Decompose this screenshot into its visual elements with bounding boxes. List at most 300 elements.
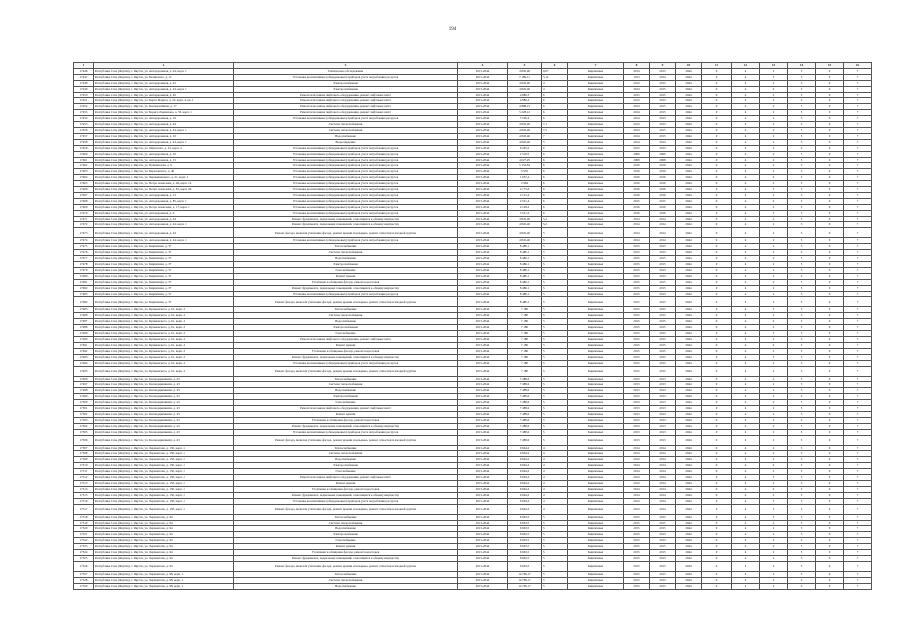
address-cell: Республика Саха (Якутия), г. Якутск, ул. Каландаришвили, д. 43 bbox=[94, 411, 234, 417]
value-cell: 0 bbox=[702, 151, 732, 157]
value-cell: 4 bbox=[732, 423, 760, 429]
work-type-cell: Ремонт фасада, включая утепление фасада, ремонт крыши и козырька, ремонт отмостки и входной группы bbox=[234, 297, 458, 307]
value-cell: 0 bbox=[702, 571, 732, 577]
value-cell: 4 bbox=[732, 498, 760, 504]
value-cell: 2 bbox=[760, 342, 788, 348]
period-cell: 2015-2044 bbox=[458, 92, 508, 98]
row-id: 17457 bbox=[74, 133, 94, 139]
work-type-cell: Ремонт или замена лифтового оборудования, ремонт лифтовых шахт bbox=[234, 336, 458, 342]
address-cell: Республика Саха (Якутия), г. Якутск, ул. Автодорожная, д. 10 bbox=[94, 151, 234, 157]
year-end-cell: 2044 bbox=[676, 457, 702, 463]
address-cell: Республика Саха (Якутия), г. Якутск, ул. Автодорожная, д. 12 bbox=[94, 192, 234, 198]
cost-cell: 14 709,17 bbox=[508, 571, 542, 577]
value-cell: 2 bbox=[760, 400, 788, 406]
year-plan-cell: 2015 bbox=[650, 86, 676, 92]
floors-cell: 5 bbox=[542, 388, 568, 394]
value-cell: 0 bbox=[702, 175, 732, 181]
value-cell: 2 bbox=[760, 187, 788, 193]
cost-cell: 7 488,6 bbox=[508, 388, 542, 394]
row-id: 17529 bbox=[74, 583, 94, 589]
year-start-cell: 2015 bbox=[624, 550, 650, 556]
value-cell: 0 bbox=[702, 210, 732, 216]
period-cell: 2015-2044 bbox=[458, 366, 508, 376]
value-cell: 7 bbox=[844, 348, 872, 354]
value-cell: 4 bbox=[732, 417, 760, 423]
address-cell: Республика Саха (Якутия), г. Якутск, ул. Лермонтова, д. 150, корп. 1 bbox=[94, 481, 234, 487]
cost-cell: 4 109,2 bbox=[508, 204, 542, 210]
year-plan-cell: 2016 bbox=[650, 192, 676, 198]
value-cell: 4 bbox=[732, 133, 760, 139]
row-id: 17497 bbox=[74, 382, 94, 388]
cost-cell: 4 845,40 bbox=[508, 228, 542, 238]
value-cell: 7 bbox=[844, 538, 872, 544]
value-cell: 0 bbox=[816, 457, 844, 463]
period-cell: 2015-2044 bbox=[458, 222, 508, 228]
period-cell: 2015-2044 bbox=[458, 145, 508, 151]
floors-cell: 5 bbox=[542, 360, 568, 366]
floors-cell: 5 bbox=[542, 262, 568, 268]
year-start-cell: 2014 bbox=[624, 475, 650, 481]
row-id: 17491 bbox=[74, 342, 94, 348]
floors-cell: 6 bbox=[542, 192, 568, 198]
wall-material-cell: Кирпичные bbox=[568, 544, 624, 550]
value-cell: 0 bbox=[702, 504, 732, 514]
column-header: 12 bbox=[732, 63, 760, 69]
floors-cell: 5,2 bbox=[542, 222, 568, 228]
value-cell: 5 bbox=[788, 291, 816, 297]
value-cell: 7 bbox=[844, 366, 872, 376]
value-cell: 0 bbox=[702, 417, 732, 423]
address-cell: Республика Саха (Якутия), г. Якутск, ул. Кулаковского, д. 61, корп. 2 bbox=[94, 313, 234, 319]
year-plan-cell: 2015 bbox=[650, 307, 676, 313]
cost-cell: 6 265,2 bbox=[508, 145, 542, 151]
address-cell: Республика Саха (Якутия), г. Якутск, ул. Чернышевского, д. 21, корп. 1 bbox=[94, 175, 234, 181]
year-plan-cell: 2015 bbox=[650, 98, 676, 104]
value-cell: 4 bbox=[732, 210, 760, 216]
work-type-cell: Ремонт фундамента, подвальных помещений, относящихся к общему имуществу bbox=[234, 423, 458, 429]
cost-cell: 7 488,6 bbox=[508, 406, 542, 412]
value-cell: 2 bbox=[760, 475, 788, 481]
year-end-cell: 2044 bbox=[676, 133, 702, 139]
period-cell: 2015-2044 bbox=[458, 250, 508, 256]
period-cell: 2015-2044 bbox=[458, 526, 508, 532]
value-cell: 0 bbox=[816, 366, 844, 376]
year-plan-cell: 2010 bbox=[650, 163, 676, 169]
value-cell: 0 bbox=[702, 244, 732, 250]
value-cell: 0 bbox=[702, 498, 732, 504]
value-cell: 7 bbox=[844, 457, 872, 463]
year-plan-cell: 2015 bbox=[650, 544, 676, 550]
value-cell: 0 bbox=[816, 228, 844, 238]
period-cell: 2015-2044 bbox=[458, 139, 508, 145]
value-cell: 5 bbox=[788, 514, 816, 520]
floors-cell: 4 bbox=[542, 486, 568, 492]
cost-cell: 8 486,1 bbox=[508, 285, 542, 291]
value-cell: 5 bbox=[788, 192, 816, 198]
value-cell: 7 bbox=[844, 555, 872, 561]
value-cell: 0 bbox=[702, 267, 732, 273]
value-cell: 4 bbox=[732, 122, 760, 128]
year-end-cell: 2044 bbox=[676, 492, 702, 498]
value-cell: 0 bbox=[816, 157, 844, 163]
year-start-cell: 2015 bbox=[624, 285, 650, 291]
row-id: 17475 bbox=[74, 244, 94, 250]
value-cell: 0 bbox=[816, 145, 844, 151]
value-cell: 7 bbox=[844, 411, 872, 417]
address-cell: Республика Саха (Якутия), г. Якутск, ул. Кулаковского, д. 61, корп. 2 bbox=[94, 342, 234, 348]
year-end-cell: 2044 bbox=[676, 429, 702, 435]
wall-material-cell: Кирпичные bbox=[568, 538, 624, 544]
row-id: 17480 bbox=[74, 273, 94, 279]
year-start-cell: 2015 bbox=[624, 297, 650, 307]
value-cell: 4 bbox=[732, 577, 760, 583]
floors-cell: 4 bbox=[542, 492, 568, 498]
year-end-cell: 2044 bbox=[676, 406, 702, 412]
floors-cell: 5 bbox=[542, 336, 568, 342]
wall-material-cell: Кирпичные bbox=[568, 583, 624, 589]
address-cell: Республика Саха (Якутия), г. Якутск, ул. Кирпичная, д. 37 bbox=[94, 279, 234, 285]
value-cell: 0 bbox=[816, 561, 844, 571]
value-cell: 2 bbox=[760, 250, 788, 256]
address-cell: Республика Саха (Якутия), г. Якутск, ул. Лермонтова, д. 94 bbox=[94, 538, 234, 544]
value-cell: 5 bbox=[788, 127, 816, 133]
year-end-cell: 2044 bbox=[676, 469, 702, 475]
cost-cell: 4 888,21 bbox=[508, 104, 542, 110]
value-cell: 7 bbox=[844, 406, 872, 412]
cost-cell: 4 845,40 bbox=[508, 122, 542, 128]
cost-cell: 4 845,40 bbox=[508, 222, 542, 228]
row-id: 17461 bbox=[74, 157, 94, 163]
value-cell: 2 bbox=[760, 354, 788, 360]
value-cell: 4 bbox=[732, 366, 760, 376]
year-plan-cell: 2014 bbox=[650, 469, 676, 475]
value-cell: 7 bbox=[844, 250, 872, 256]
period-cell: 2015-2044 bbox=[458, 104, 508, 110]
row-id: 17519 bbox=[74, 520, 94, 526]
work-type-cell: Установка коллективных (общедомовых) приборов учета потребления ресурсов bbox=[234, 169, 458, 175]
year-start-cell: 2014 bbox=[624, 486, 650, 492]
value-cell: 0 bbox=[702, 394, 732, 400]
column-header: 15 bbox=[816, 63, 844, 69]
value-cell: 0 bbox=[816, 244, 844, 250]
wall-material-cell: Кирпичные bbox=[568, 429, 624, 435]
wall-material-cell: Кирпичные bbox=[568, 571, 624, 577]
period-cell: 2015-2044 bbox=[458, 411, 508, 417]
value-cell: 0 bbox=[702, 538, 732, 544]
value-cell: 4 bbox=[732, 181, 760, 187]
floors-cell: 6 bbox=[542, 198, 568, 204]
address-cell: Республика Саха (Якутия), г. Якутск, ул. Лермонтова, д. 150, корп. 1 bbox=[94, 463, 234, 469]
value-cell: 0 bbox=[702, 469, 732, 475]
period-cell: 2015-2044 bbox=[458, 577, 508, 583]
year-start-cell: 2013 bbox=[624, 429, 650, 435]
address-cell: Республика Саха (Якутия), г. Якутск, ул. Автодорожная, д. 44, корп. 1 bbox=[94, 86, 234, 92]
value-cell: 7 bbox=[844, 151, 872, 157]
period-cell: 2015-2044 bbox=[458, 262, 508, 268]
year-end-cell: 2044 bbox=[676, 238, 702, 244]
value-cell: 2 bbox=[760, 514, 788, 520]
cost-cell: 6 663,5 bbox=[508, 538, 542, 544]
work-type-cell: Электроснабжение bbox=[234, 463, 458, 469]
period-cell: 2015-2044 bbox=[458, 116, 508, 122]
value-cell: 5 bbox=[788, 238, 816, 244]
value-cell: 7 bbox=[844, 198, 872, 204]
value-cell: 0 bbox=[816, 262, 844, 268]
year-plan-cell: 2014 bbox=[650, 498, 676, 504]
period-cell: 2015-2044 bbox=[458, 331, 508, 337]
year-plan-cell: 2015 bbox=[650, 273, 676, 279]
value-cell: 2 bbox=[760, 423, 788, 429]
value-cell: 4 bbox=[732, 198, 760, 204]
year-plan-cell: 2015 bbox=[650, 80, 676, 86]
year-start-cell: 2009 bbox=[624, 151, 650, 157]
address-cell: Республика Саха (Якутия), г. Якутск, ул. Белинского, д. 11 bbox=[94, 74, 234, 80]
cost-cell: 7 488,6 bbox=[508, 400, 542, 406]
value-cell: 5 bbox=[788, 157, 816, 163]
year-plan-cell: 2014 bbox=[650, 238, 676, 244]
wall-material-cell: Кирпичные bbox=[568, 198, 624, 204]
year-plan-cell: 2015 bbox=[650, 325, 676, 331]
value-cell: 0 bbox=[816, 86, 844, 92]
floors-cell: 5 bbox=[542, 244, 568, 250]
year-start-cell: 2010 bbox=[624, 175, 650, 181]
cost-cell: 9 664,2 bbox=[508, 457, 542, 463]
period-cell: 2015-2044 bbox=[458, 555, 508, 561]
year-plan-cell: 2016 bbox=[650, 210, 676, 216]
year-start-cell: 2015 bbox=[624, 583, 650, 589]
value-cell: 2 bbox=[760, 307, 788, 313]
value-cell: 4 bbox=[732, 110, 760, 116]
wall-material-cell: Кирпичные bbox=[568, 262, 624, 268]
value-cell: 5 bbox=[788, 285, 816, 291]
period-cell: 2015-2044 bbox=[458, 520, 508, 526]
year-plan-cell: 2015 bbox=[650, 145, 676, 151]
wall-material-cell: Кирпичные bbox=[568, 307, 624, 313]
value-cell: 0 bbox=[816, 80, 844, 86]
year-start-cell: 2013 bbox=[624, 388, 650, 394]
work-type-cell: Газоснабжение bbox=[234, 400, 458, 406]
floors-cell: 4 bbox=[542, 498, 568, 504]
value-cell: 7 bbox=[844, 122, 872, 128]
floors-cell: 5 bbox=[542, 429, 568, 435]
wall-material-cell: Кирпичные bbox=[568, 267, 624, 273]
value-cell: 2 bbox=[760, 163, 788, 169]
column-header: 11 bbox=[702, 63, 732, 69]
cost-cell: 7 180 bbox=[508, 354, 542, 360]
address-cell: Республика Саха (Якутия), г. Якутск, ул. Лермонтова, д. 150, корп. 1 bbox=[94, 475, 234, 481]
row-id: 17502 bbox=[74, 411, 94, 417]
year-start-cell: 2014 bbox=[624, 116, 650, 122]
wall-material-cell: Кирпичные bbox=[568, 228, 624, 238]
value-cell: 4 bbox=[732, 238, 760, 244]
floors-cell: 6 bbox=[542, 204, 568, 210]
value-cell: 4 bbox=[732, 475, 760, 481]
work-type-cell: Установка коллективных (общедомовых) приборов учета потребления ресурсов bbox=[234, 175, 458, 181]
value-cell: 2 bbox=[760, 486, 788, 492]
cost-cell: 8 486,1 bbox=[508, 250, 542, 256]
row-id: 17516 bbox=[74, 498, 94, 504]
value-cell: 0 bbox=[816, 133, 844, 139]
year-plan-cell: 2015 bbox=[650, 331, 676, 337]
value-cell: 2 bbox=[760, 210, 788, 216]
year-start-cell: 2015 bbox=[624, 366, 650, 376]
work-type-cell: Установка коллективных (общедомовых) приборов учета потребления ресурсов bbox=[234, 498, 458, 504]
value-cell: 0 bbox=[816, 273, 844, 279]
value-cell: 5 bbox=[788, 273, 816, 279]
year-start-cell: 2013 bbox=[624, 382, 650, 388]
wall-material-cell: Кирпичные bbox=[568, 139, 624, 145]
work-type-cell: Установка коллективных (общедомовых) приборов учета потребления ресурсов bbox=[234, 429, 458, 435]
wall-material-cell: Кирпичные bbox=[568, 151, 624, 157]
cost-cell: 9 664,2 bbox=[508, 451, 542, 457]
year-plan-cell: 2015 bbox=[650, 555, 676, 561]
value-cell: 0 bbox=[702, 514, 732, 520]
address-cell: Республика Саха (Якутия), г. Якутск, ул. Бориса Ларионова, д. 33, корп. 1 bbox=[94, 110, 234, 116]
year-plan-cell: 2015 bbox=[650, 297, 676, 307]
value-cell: 4 bbox=[732, 244, 760, 250]
year-start-cell: 2015 bbox=[624, 526, 650, 532]
row-id: 17495 bbox=[74, 366, 94, 376]
year-end-cell: 2044 bbox=[676, 538, 702, 544]
wall-material-cell: Кирпичные bbox=[568, 127, 624, 133]
work-type-cell: Водоснабжение bbox=[234, 583, 458, 589]
value-cell: 7 bbox=[844, 520, 872, 526]
value-cell: 5 bbox=[788, 388, 816, 394]
period-cell: 2015-2044 bbox=[458, 388, 508, 394]
year-plan-cell: 2013 bbox=[650, 406, 676, 412]
value-cell: 7 bbox=[844, 279, 872, 285]
row-id: 17477 bbox=[74, 256, 94, 262]
value-cell: 4 bbox=[732, 583, 760, 589]
value-cell: 5 bbox=[788, 256, 816, 262]
year-start-cell: 2015 bbox=[624, 262, 650, 268]
year-plan-cell: 2016 bbox=[650, 187, 676, 193]
year-end-cell: 2044 bbox=[676, 550, 702, 556]
row-id: 17456 bbox=[74, 127, 94, 133]
value-cell: 5 bbox=[788, 198, 816, 204]
cost-cell: 8 486,1 bbox=[508, 267, 542, 273]
value-cell: 2 bbox=[760, 532, 788, 538]
column-header: 9 bbox=[650, 63, 676, 69]
value-cell: 7 bbox=[844, 68, 872, 74]
value-cell: 7 bbox=[844, 285, 872, 291]
value-cell: 0 bbox=[816, 475, 844, 481]
value-cell: 0 bbox=[816, 279, 844, 285]
value-cell: 7 bbox=[844, 297, 872, 307]
floors-cell: 6 bbox=[542, 116, 568, 122]
period-cell: 2015-2044 bbox=[458, 291, 508, 297]
value-cell: 7 bbox=[844, 469, 872, 475]
work-type-cell: Ремонт крыши bbox=[234, 481, 458, 487]
value-cell: 2 bbox=[760, 145, 788, 151]
cost-cell: 7 180 bbox=[508, 348, 542, 354]
cost-cell: 2 521,4 bbox=[508, 198, 542, 204]
period-cell: 2015-2044 bbox=[458, 68, 508, 74]
year-start-cell: 2015 bbox=[624, 250, 650, 256]
wall-material-cell: Кирпичные bbox=[568, 325, 624, 331]
value-cell: 7 bbox=[844, 400, 872, 406]
work-type-cell: Водоснабжение bbox=[234, 256, 458, 262]
year-end-cell: 2044 bbox=[676, 145, 702, 151]
address-cell: Республика Саха (Якутия), г. Якутск, ул. Лермонтова, д. 94 bbox=[94, 526, 234, 532]
value-cell: 2 bbox=[760, 577, 788, 583]
value-cell: 7 bbox=[844, 550, 872, 556]
value-cell: 7 bbox=[844, 86, 872, 92]
work-type-cell: Ремонт фундамента, подвальных помещений, относящихся к общему имуществу bbox=[234, 492, 458, 498]
value-cell: 0 bbox=[816, 110, 844, 116]
cost-cell: 9 664,2 bbox=[508, 481, 542, 487]
year-end-cell: 2044 bbox=[676, 577, 702, 583]
cost-cell: 4 845,40 bbox=[508, 68, 542, 74]
value-cell: 0 bbox=[702, 216, 732, 222]
address-cell: Республика Саха (Якутия), г. Якутск, ул. Кирпичная, д. 37 bbox=[94, 291, 234, 297]
wall-material-cell: Кирпичные bbox=[568, 366, 624, 376]
address-cell: Республика Саха (Якутия), г. Якутск, ул. Лермонтова, д. 98, корп. 1 bbox=[94, 577, 234, 583]
work-type-cell: Система теплоснабжения bbox=[234, 122, 458, 128]
value-cell: 4 bbox=[732, 86, 760, 92]
year-start-cell: 2015 bbox=[624, 92, 650, 98]
year-start-cell: 2015 bbox=[624, 520, 650, 526]
value-cell: 0 bbox=[816, 400, 844, 406]
value-cell: 0 bbox=[816, 291, 844, 297]
register-table bbox=[73, 62, 872, 590]
row-id: 17527 bbox=[74, 571, 94, 577]
value-cell: 4 bbox=[732, 400, 760, 406]
year-start-cell: 2015 bbox=[624, 544, 650, 550]
value-cell: 7 bbox=[844, 342, 872, 348]
address-cell: Республика Саха (Якутия), г. Якутск, ул. Кирпичная, д. 37 bbox=[94, 285, 234, 291]
year-start-cell: 2013 bbox=[624, 435, 650, 445]
floors-cell: 5 bbox=[542, 354, 568, 360]
year-start-cell: 2016 bbox=[624, 204, 650, 210]
page-number: 194 bbox=[448, 27, 457, 32]
value-cell: 5 bbox=[788, 382, 816, 388]
year-end-cell: 2044 bbox=[676, 139, 702, 145]
value-cell: 2 bbox=[760, 291, 788, 297]
value-cell: 0 bbox=[816, 169, 844, 175]
period-cell: 2015-2044 bbox=[458, 313, 508, 319]
year-plan-cell: 2015 bbox=[650, 319, 676, 325]
cost-cell: 8 486,1 bbox=[508, 297, 542, 307]
wall-material-cell: Кирпичные bbox=[568, 394, 624, 400]
value-cell: 0 bbox=[702, 348, 732, 354]
value-cell: 2 bbox=[760, 498, 788, 504]
value-cell: 0 bbox=[702, 475, 732, 481]
year-start-cell: 2016 bbox=[624, 210, 650, 216]
address-cell: Республика Саха (Якутия), г. Якутск, ул. Кулаковского, д. 61, корп. 2 bbox=[94, 348, 234, 354]
work-type-cell: Газоснабжение bbox=[234, 267, 458, 273]
value-cell: 4 bbox=[732, 445, 760, 451]
value-cell: 4 bbox=[732, 262, 760, 268]
value-cell: 4 bbox=[732, 279, 760, 285]
wall-material-cell: Кирпичные bbox=[568, 297, 624, 307]
value-cell: 2 bbox=[760, 481, 788, 487]
value-cell: 5 bbox=[788, 561, 816, 571]
wall-material-cell: Кирпичные bbox=[568, 86, 624, 92]
address-cell: Республика Саха (Якутия), г. Якутск, ул. Кулаковского, д. 61, корп. 2 bbox=[94, 354, 234, 360]
row-id: 17487 bbox=[74, 319, 94, 325]
address-cell: Республика Саха (Якутия), г. Якутск, ул. Каландаришвили, д. 43 bbox=[94, 400, 234, 406]
floors-cell: 5 bbox=[542, 538, 568, 544]
year-end-cell: 2044 bbox=[676, 313, 702, 319]
address-cell: Республика Саха (Якутия), г. Якутск, ул. Кирпичная, д. 37 bbox=[94, 267, 234, 273]
wall-material-cell: Кирпичные bbox=[568, 457, 624, 463]
value-cell: 7 bbox=[844, 238, 872, 244]
work-type-cell: Теплоснабжение bbox=[234, 445, 458, 451]
value-cell: 4 bbox=[732, 250, 760, 256]
value-cell: 4 bbox=[732, 297, 760, 307]
floors-cell: 6 bbox=[542, 104, 568, 110]
